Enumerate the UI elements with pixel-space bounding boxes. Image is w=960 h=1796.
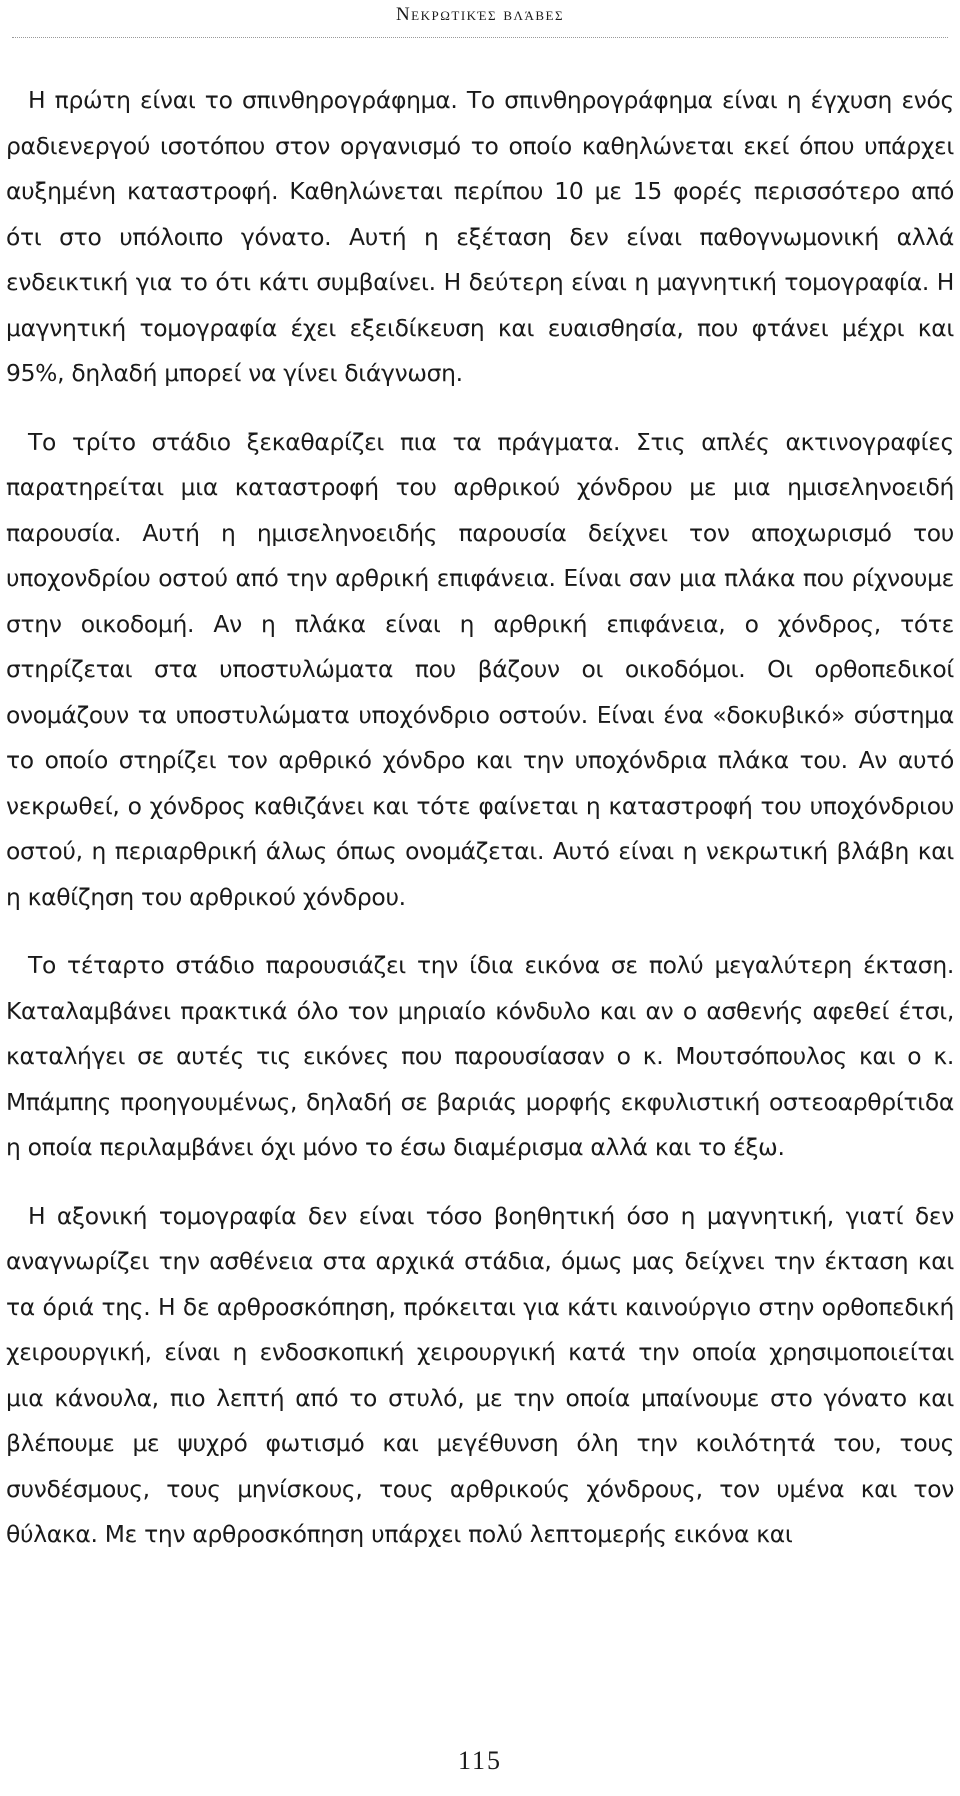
- header-divider: [12, 37, 948, 38]
- page-body: [6, 78, 954, 1581]
- paragraph: Η πρώτη είναι το σπινθηρογράφημα. Το σπινθηρογράφημα είναι η έγχυση ενός ραδιενεργού ισοτόπου στον οργανισμό το οποίο καθηλώνεται εκεί όπου υπάρχει αυξημένη καταστροφή. Καθηλώνεται περίπου 10 με 15 φορές περισσότερο από ότι στο υπόλοιπο γόνατο. Αυτή η εξέταση δεν είναι παθογνωμονική αλλά ενδεικτική για το ότι κάτι συμβαίνει. Η δεύτερη είναι η μαγνητική τομογραφία. Η μαγνητική τομογραφία έχει εξειδίκευση και ευαισθησία, που φτάνει μέχρι και 95%, δηλαδή μπορεί να γίνει διάγνωση.: [6, 86, 954, 387]
- paragraph: Το τρίτο στάδιο ξεκαθαρίζει πια τα πράγματα. Στις απλές ακτινογραφίες παρατηρείται μια καταστροφή του αρθρικού χόνδρου με μια ημισεληνοειδή παρουσία. Αυτή η ημισεληνοειδής παρουσία δείχνει τον αποχωρισμό του υποχονδρίου οστού από την αρθρική επιφάνεια. Είναι σαν μια πλάκα που ρίχνουμε στην οικοδομή. Αν η πλάκα είναι η αρθρική επιφάνεια, ο χόνδρος, τότε στηρίζεται στα υποστυλώματα που βάζουν οι οικοδόμοι. Οι ορθοπεδικοί ονομάζουν τα υποστυλώματα υποχόνδριο οστούν. Είναι ένα «δοκυβικό» σύστημα το οποίο στηρίζει τον αρθρικό χόνδρο και την υποχόνδρια πλάκα του. Αν αυτό νεκρωθεί, ο χόνδρος καθιζάνει και τότε φαίνεται η καταστροφή του υποχόνδριου οστού, η περιαρθρική άλως όπως ονομάζεται. Αυτό είναι η νεκρωτική βλάβη και η καθίζηση του αρθρικού χόνδρου.: [6, 427, 954, 911]
- page-number: 115: [457, 1746, 503, 1775]
- paragraph: Η αξονική τομογραφία δεν είναι τόσο βοηθητική όσο η μαγνητική, γιατί δεν αναγνωρίζει την ασθένεια στα αρχικά στάδια, όμως μας δείχνει την έκταση και τα όριά της. Η δε αρθροσκόπηση, πρόκειται για κάτι καινούργιο στην ορθοπεδική χειρουργική, είναι η ενδοσκοπική χειρουργική κατά την οποία χρησιμοποιείται μια κάνουλα, πιο λεπτή από το στυλό, με την οποία μπαίνουμε στο γόνατο και βλέπουμε με ψυχρό φωτισμό και μεγέθυνση όλη την κοιλότητά του, τους συνδέσμους, τους μηνίσκους, τους αρθρικούς χόνδρους, τον υμένα και τον θύλακα. Με την αρθροσκόπηση υπάρχει πολύ λεπτομερής εικόνα και: [6, 1201, 954, 1548]
- paragraph: Το τέταρτο στάδιο παρουσιάζει την ίδια εικόνα σε πολύ μεγαλύτερη έκταση. Καταλαμβάνει πρακτικά όλο τον μηριαίο κόνδυλο και αν ο ασθενής αφεθεί έτσι, καταλήγει σε αυτές τις εικόνες που παρουσίασαν ο κ. Μουτσόπουλος και ο κ. Μπάμπης προηγουμένως, δηλαδή σε βαριάς μορφής εκφυλιστική οστεοαρθρίτιδα η οποία περιλαμβάνει όχι μόνο το έσω διαμέρισμα αλλά και το έξω.: [6, 951, 954, 1161]
- running-header: Νεκρωτικές βλάβες: [395, 4, 565, 25]
